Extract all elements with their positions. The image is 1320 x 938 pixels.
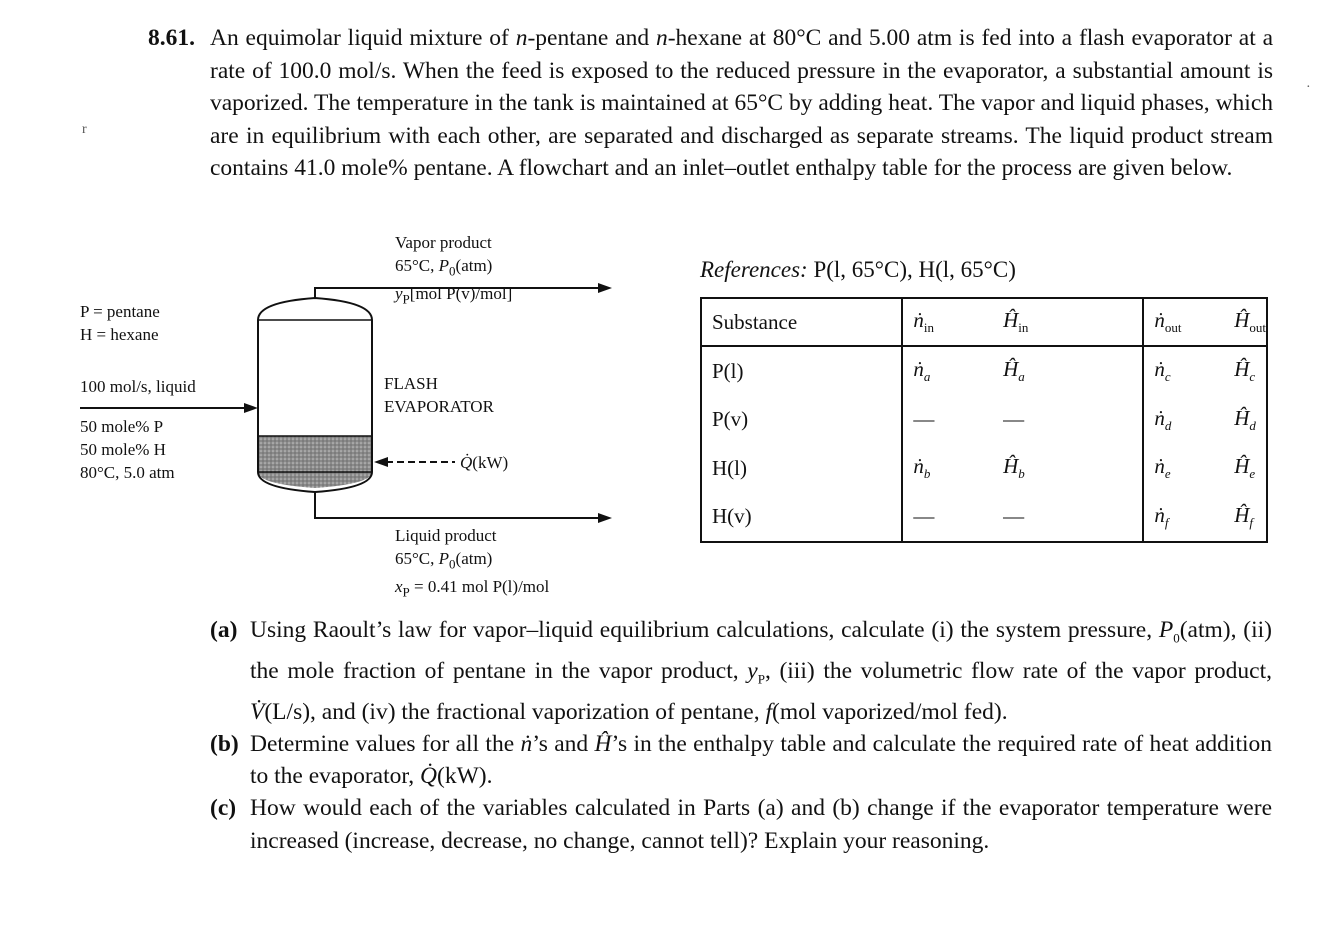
cell-n-out: ṅ$_c$	[1143, 346, 1224, 396]
liquid-arrowhead	[598, 513, 612, 523]
stray-dot: ·	[1306, 80, 1311, 95]
cell-h-in: —	[1003, 407, 1025, 432]
cell-substance: P(l)	[712, 358, 744, 383]
table-row	[701, 444, 1267, 492]
flowchart	[0, 222, 680, 607]
cell-substance: P(v)	[712, 407, 749, 432]
feed-pentane: 50 mole% P	[80, 417, 164, 436]
vapor-arrowhead	[598, 283, 612, 293]
legend	[80, 300, 160, 346]
heat-label: Q̇(kW)	[460, 453, 509, 472]
vapor-conditions: 65°C, $P_0(atm)$	[395, 256, 493, 279]
part-c-text: How would each of the variables calculated in Parts (a) and (b) change if the evaporator temperature were increased (increase, decrease, no change, cannot tell)? Explain your reasoning.	[250, 795, 1272, 854]
legend-pentane: P = pentane	[80, 302, 160, 321]
part-b-text: Determine values for all the ṅ’s and Ĥ’s in the enthalpy table and calculate the required rate of heat addition to the evaporator, Q̇(kW).	[250, 730, 1273, 790]
header-substance: Substance	[712, 309, 798, 334]
cell-n-in: ṅ$_a$	[902, 346, 993, 396]
feed-composition	[80, 415, 175, 484]
cell-n-out: ṅ$_e$	[1143, 444, 1224, 492]
vapor-product-label	[395, 231, 512, 311]
liquid-level	[258, 436, 372, 488]
cell-n-out: ṅ$_d$	[1143, 396, 1224, 444]
heat-arrowhead	[374, 457, 388, 467]
cell-h-in: $Ĥ_a$	[1003, 357, 1025, 385]
cell-h-in: $Ĥ_b$	[1003, 454, 1025, 482]
feed-arrowhead	[244, 403, 258, 413]
liquid-title: Liquid product	[395, 526, 497, 545]
liquid-outlet-line	[315, 492, 600, 518]
unit-label	[384, 372, 494, 418]
liquid-product-label	[395, 524, 549, 604]
cell-n-in: —	[902, 492, 993, 542]
problem-text: An equimolar liquid mixture of n-pentane and n-hexane at 80°C and 5.00 atm is fed into a flash evaporator at a rate of 100.0 mol/s. When the feed is exposed to the reduced pressure in the evaporator, a substantial amount is vaporized. The temperature in the tank is maintained at 65°C by adding heat. The vapor and liquid phases, which are in equilibrium with each other, are separated and discharged as separate streams. The liquid product stream contains 41.0 mole% pentane. A flowchart and an inlet–outlet enthalpy table for the process are given below.	[210, 25, 1274, 182]
cell-substance: H(v)	[712, 504, 752, 529]
liquid-conditions: 65°C, $P_0(atm)$	[395, 549, 493, 572]
header-h-in: $Ĥ_{in}$	[1003, 307, 1029, 336]
legend-hexane: H = hexane	[80, 325, 159, 344]
problem-statement	[148, 22, 1273, 185]
enthalpy-table	[700, 297, 1268, 543]
problem-number: 8.61.	[148, 25, 195, 51]
parts-list	[210, 614, 1272, 857]
stray-mark: r	[82, 122, 87, 137]
cell-h-in: —	[1003, 504, 1025, 529]
part-a	[210, 614, 1272, 728]
part-b-label: (b)	[210, 730, 239, 757]
header-n-out: ṅ$_{out}$	[1143, 298, 1224, 346]
cell-h-out: $Ĥ_e$	[1234, 454, 1256, 482]
cell-h-out: $Ĥ_c$	[1234, 357, 1256, 385]
part-c	[210, 792, 1272, 856]
part-a-label: (a)	[210, 617, 238, 643]
cell-h-out: $Ĥ_f$	[1234, 502, 1253, 530]
vapor-title: Vapor product	[395, 233, 492, 252]
unit-label-line1: FLASH	[384, 374, 438, 393]
feed-conditions: 80°C, 5.0 atm	[80, 463, 175, 482]
cell-n-in: —	[902, 396, 993, 444]
references-line: References: P(l, 65°C), H(l, 65°C)	[700, 257, 1016, 282]
table-row	[701, 492, 1267, 542]
cell-substance: H(l)	[712, 455, 747, 480]
part-a-text: Using Raoult’s law for vapor–liquid equilibrium calculations, calculate (i) the system pressure, $P_0(atm)$, (ii) the mole fraction of pentane in the vapor product, $y_P$, (iii) the volumetric flow rate of the vapor product, V̇(L/s), and (iv) the fractional vaporization of pentane, f(mol vaporized/mol fed).	[250, 617, 1272, 725]
feed-hexane: 50 mole% H	[80, 440, 166, 459]
liquid-composition: $x_P = 0.41$ mol P(l)/mol	[395, 577, 550, 600]
header-h-out: $Ĥ_{out}$	[1234, 307, 1266, 336]
unit-label-line2: EVAPORATOR	[384, 397, 494, 416]
feed-label-top: 100 mol/s, liquid	[80, 377, 196, 396]
cell-n-in: ṅ$_b$	[902, 444, 993, 492]
part-c-label: (c)	[210, 795, 237, 822]
table-row	[701, 396, 1267, 444]
table-header-row	[701, 298, 1267, 346]
part-b	[210, 728, 1272, 792]
table-row	[701, 346, 1267, 396]
cell-n-out: ṅ$_f$	[1143, 492, 1224, 542]
cell-h-out: $Ĥ_d$	[1234, 405, 1256, 433]
header-n-in: ṅ$_{in}$	[902, 298, 993, 346]
vapor-composition: $y_P[mol$ P(v)/mol]	[395, 284, 513, 307]
